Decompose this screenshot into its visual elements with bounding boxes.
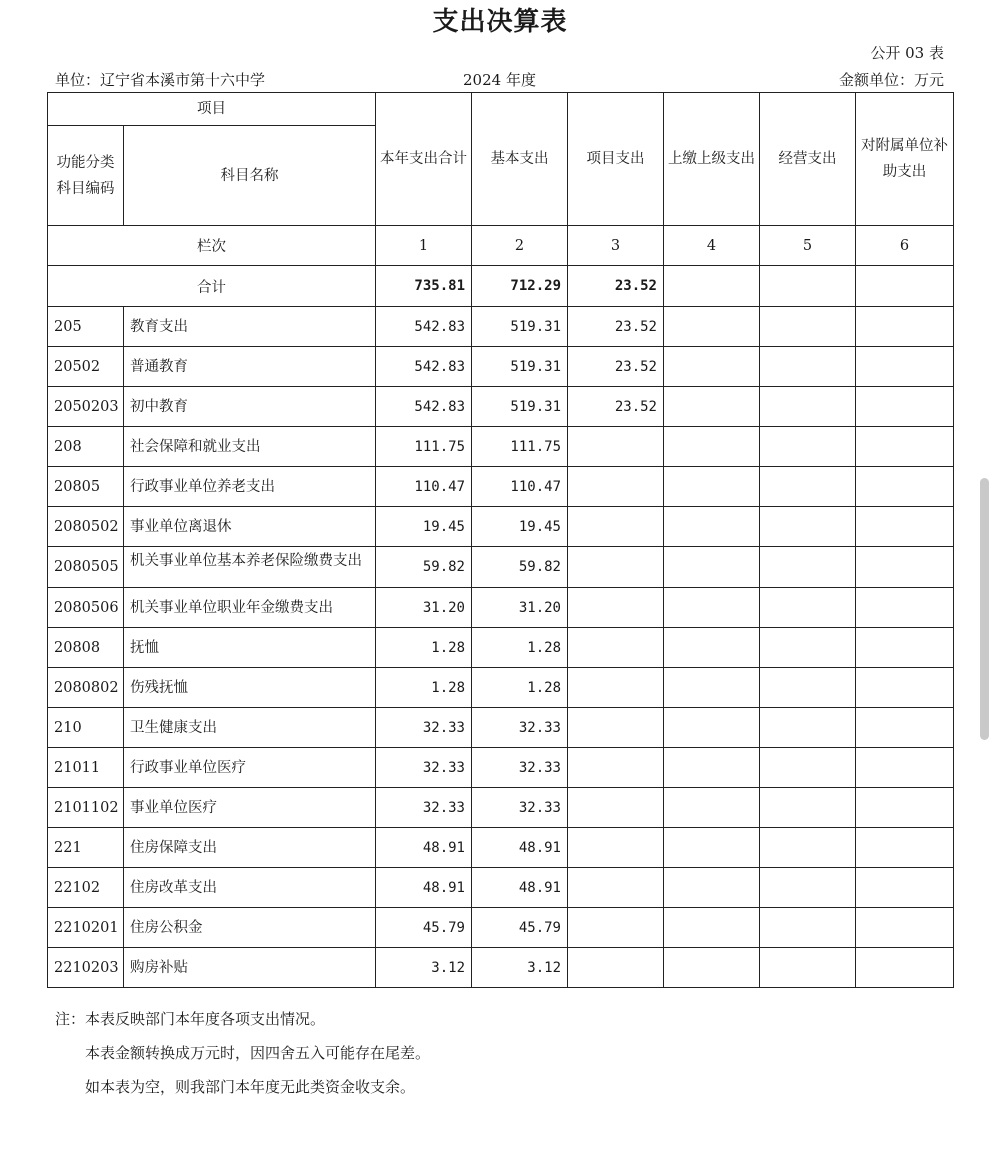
amount-cell — [760, 668, 856, 708]
amount-cell — [568, 507, 664, 547]
total-value — [664, 266, 760, 307]
column-number: 3 — [568, 226, 664, 266]
table-row — [48, 828, 954, 868]
note-line: 如本表为空，则我部门本年度无此类资金收支余。 — [85, 1078, 416, 1096]
amount-cell — [568, 628, 664, 668]
amount-cell — [568, 427, 664, 467]
amount-cell — [568, 467, 664, 507]
column-number: 5 — [760, 226, 856, 266]
amount-cell — [568, 588, 664, 628]
subject-name: 教育支出 — [130, 318, 188, 335]
header-business: 经营支出 — [760, 93, 856, 226]
amount-cell — [568, 828, 664, 868]
column-row-label: 栏次 — [48, 226, 376, 266]
amount-cell — [856, 868, 954, 908]
amount-cell — [760, 628, 856, 668]
subject-name-cell — [124, 427, 376, 467]
amount-cell — [760, 387, 856, 427]
amount-cell — [664, 387, 760, 427]
amount-cell: 1.28 — [472, 628, 568, 668]
amount-cell: 45.79 — [472, 908, 568, 948]
scrollbar-thumb[interactable] — [980, 478, 989, 740]
table-row — [48, 668, 954, 708]
amount-cell — [568, 668, 664, 708]
column-number: 6 — [856, 226, 954, 266]
expenditure-table — [47, 92, 954, 988]
subject-code: 20808 — [48, 628, 124, 668]
subject-name: 普通教育 — [130, 358, 188, 375]
subject-code: 2210203 — [48, 948, 124, 988]
header-item: 项目 — [48, 93, 376, 126]
amount-cell: 111.75 — [472, 427, 568, 467]
subject-code: 22102 — [48, 868, 124, 908]
amount-cell — [664, 668, 760, 708]
amount-cell — [856, 588, 954, 628]
amount-cell — [664, 307, 760, 347]
subject-name-cell — [124, 908, 376, 948]
amount-cell — [760, 748, 856, 788]
subject-name-cell — [124, 507, 376, 547]
amount-cell — [856, 828, 954, 868]
fiscal-year: 2024 年度 — [463, 71, 536, 89]
subject-name-cell — [124, 387, 376, 427]
amount-cell: 1.28 — [376, 628, 472, 668]
amount-cell — [760, 788, 856, 828]
amount-cell — [664, 908, 760, 948]
table-row — [48, 908, 954, 948]
amount-cell: 59.82 — [472, 547, 568, 588]
amount-cell: 519.31 — [472, 307, 568, 347]
amount-cell — [760, 347, 856, 387]
amount-cell — [760, 307, 856, 347]
header-project: 项目支出 — [568, 93, 664, 226]
amount-cell: 19.45 — [376, 507, 472, 547]
subject-name-cell — [124, 748, 376, 788]
amount-cell — [568, 708, 664, 748]
amount-cell — [664, 507, 760, 547]
total-value — [760, 266, 856, 307]
subject-code: 205 — [48, 307, 124, 347]
amount-cell — [856, 668, 954, 708]
amount-cell — [760, 547, 856, 588]
table-row — [48, 948, 954, 988]
table-row — [48, 547, 954, 588]
amount-cell — [760, 948, 856, 988]
amount-cell — [664, 588, 760, 628]
subject-code: 2080802 — [48, 668, 124, 708]
amount-cell — [856, 908, 954, 948]
amount-cell: 32.33 — [472, 708, 568, 748]
subject-name: 购房补贴 — [130, 959, 188, 976]
subject-code: 208 — [48, 427, 124, 467]
subject-name-cell — [124, 547, 376, 588]
total-value — [856, 266, 954, 307]
table-row — [48, 467, 954, 507]
subject-name-cell — [124, 708, 376, 748]
subject-name: 住房保障支出 — [130, 839, 217, 856]
amount-cell — [760, 908, 856, 948]
amount-cell — [856, 628, 954, 668]
amount-cell: 542.83 — [376, 347, 472, 387]
amount-cell — [664, 467, 760, 507]
amount-cell — [568, 547, 664, 588]
subject-code: 2080506 — [48, 588, 124, 628]
column-number: 4 — [664, 226, 760, 266]
table-row — [48, 868, 954, 908]
amount-cell — [664, 628, 760, 668]
amount-cell: 59.82 — [376, 547, 472, 588]
subject-name-cell — [124, 788, 376, 828]
table-row — [48, 507, 954, 547]
money-unit: 金额单位：万元 — [838, 71, 944, 89]
subject-name: 机关事业单位基本养老保险缴费支出 — [130, 553, 362, 569]
subject-code: 2101102 — [48, 788, 124, 828]
amount-cell: 19.45 — [472, 507, 568, 547]
amount-cell: 48.91 — [376, 828, 472, 868]
amount-cell: 23.52 — [568, 347, 664, 387]
amount-cell — [664, 708, 760, 748]
header-total: 本年支出合计 — [376, 93, 472, 226]
amount-cell — [856, 347, 954, 387]
subject-name: 行政事业单位医疗 — [130, 759, 246, 776]
amount-cell — [760, 828, 856, 868]
table-row — [48, 708, 954, 748]
amount-cell: 45.79 — [376, 908, 472, 948]
table-row — [48, 588, 954, 628]
header-basic: 基本支出 — [472, 93, 568, 226]
amount-cell: 111.75 — [376, 427, 472, 467]
amount-cell — [664, 868, 760, 908]
subject-name-cell — [124, 948, 376, 988]
amount-cell — [856, 708, 954, 748]
subject-name: 住房改革支出 — [130, 879, 217, 896]
amount-cell — [664, 547, 760, 588]
amount-cell — [664, 948, 760, 988]
subject-name: 行政事业单位养老支出 — [130, 478, 275, 495]
amount-cell: 48.91 — [376, 868, 472, 908]
table-row — [48, 788, 954, 828]
amount-cell — [856, 467, 954, 507]
subject-name: 社会保障和就业支出 — [130, 438, 261, 455]
amount-cell: 31.20 — [472, 588, 568, 628]
amount-cell: 32.33 — [472, 748, 568, 788]
subject-name: 卫生健康支出 — [130, 719, 217, 736]
total-value: 735.81 — [376, 266, 472, 307]
subject-code: 221 — [48, 828, 124, 868]
subject-name-cell — [124, 668, 376, 708]
subject-code: 20805 — [48, 467, 124, 507]
amount-cell: 110.47 — [472, 467, 568, 507]
amount-cell — [760, 868, 856, 908]
amount-cell: 48.91 — [472, 828, 568, 868]
unit-name: 单位：辽宁省本溪市第十六中学 — [55, 71, 266, 89]
amount-cell: 32.33 — [376, 788, 472, 828]
amount-cell: 110.47 — [376, 467, 472, 507]
amount-cell — [760, 708, 856, 748]
amount-cell — [664, 788, 760, 828]
amount-cell: 31.20 — [376, 588, 472, 628]
subject-code: 20502 — [48, 347, 124, 387]
amount-cell: 1.28 — [376, 668, 472, 708]
subject-code: 210 — [48, 708, 124, 748]
amount-cell: 23.52 — [568, 387, 664, 427]
column-number: 1 — [376, 226, 472, 266]
total-row-label: 合计 — [48, 266, 376, 307]
subject-name: 住房公积金 — [130, 919, 203, 936]
subject-name: 机关事业单位职业年金缴费支出 — [130, 599, 333, 616]
subject-name-cell — [124, 628, 376, 668]
amount-cell: 1.28 — [472, 668, 568, 708]
note-line: 本表金额转换成万元时，因四舍五入可能存在尾差。 — [85, 1044, 431, 1062]
amount-cell: 542.83 — [376, 307, 472, 347]
table-row — [48, 628, 954, 668]
subject-code: 21011 — [48, 748, 124, 788]
column-number: 2 — [472, 226, 568, 266]
amount-cell: 32.33 — [376, 708, 472, 748]
table-row — [48, 307, 954, 347]
amount-cell — [760, 467, 856, 507]
amount-cell: 519.31 — [472, 347, 568, 387]
subject-name: 初中教育 — [130, 398, 188, 415]
amount-cell: 48.91 — [472, 868, 568, 908]
amount-cell — [568, 908, 664, 948]
amount-cell: 519.31 — [472, 387, 568, 427]
amount-cell — [760, 507, 856, 547]
amount-cell: 3.12 — [472, 948, 568, 988]
table-row — [48, 748, 954, 788]
subject-name-cell — [124, 347, 376, 387]
amount-cell — [856, 427, 954, 467]
form-number: 公开 03 表 — [870, 44, 944, 62]
subject-name-cell — [124, 307, 376, 347]
page-title: 支出决算表 — [432, 7, 568, 37]
amount-cell — [856, 748, 954, 788]
subject-name-cell — [124, 588, 376, 628]
subject-name-cell — [124, 828, 376, 868]
subject-code: 2080502 — [48, 507, 124, 547]
table-row — [48, 427, 954, 467]
header-subsidy: 对附属单位补助支出 — [856, 93, 954, 226]
amount-cell — [856, 547, 954, 588]
table-row — [48, 387, 954, 427]
amount-cell — [568, 868, 664, 908]
subject-code: 2080505 — [48, 547, 124, 588]
subject-name: 事业单位医疗 — [130, 799, 217, 816]
total-value: 712.29 — [472, 266, 568, 307]
note-line: 注：本表反映部门本年度各项支出情况。 — [55, 1010, 326, 1028]
subject-code: 2050203 — [48, 387, 124, 427]
amount-cell — [760, 588, 856, 628]
amount-cell — [568, 788, 664, 828]
subject-name-cell — [124, 467, 376, 507]
amount-cell — [856, 307, 954, 347]
header-upper: 上缴上级支出 — [664, 93, 760, 226]
subject-name: 伤残抚恤 — [130, 679, 188, 696]
amount-cell: 23.52 — [568, 307, 664, 347]
subject-code: 2210201 — [48, 908, 124, 948]
amount-cell — [856, 788, 954, 828]
subject-name-cell — [124, 868, 376, 908]
table-row — [48, 347, 954, 387]
subject-name: 抚恤 — [130, 639, 159, 656]
amount-cell: 32.33 — [472, 788, 568, 828]
amount-cell: 542.83 — [376, 387, 472, 427]
amount-cell — [568, 948, 664, 988]
total-value: 23.52 — [568, 266, 664, 307]
amount-cell — [568, 748, 664, 788]
header-code: 功能分类科目编码 — [48, 126, 124, 226]
amount-cell — [664, 347, 760, 387]
amount-cell — [856, 948, 954, 988]
subject-name: 事业单位离退休 — [130, 518, 232, 535]
amount-cell — [664, 828, 760, 868]
amount-cell: 3.12 — [376, 948, 472, 988]
amount-cell — [664, 748, 760, 788]
amount-cell: 32.33 — [376, 748, 472, 788]
amount-cell — [760, 427, 856, 467]
amount-cell — [856, 507, 954, 547]
notes — [55, 1002, 430, 1104]
amount-cell — [664, 427, 760, 467]
amount-cell — [856, 387, 954, 427]
header-name: 科目名称 — [124, 126, 376, 226]
